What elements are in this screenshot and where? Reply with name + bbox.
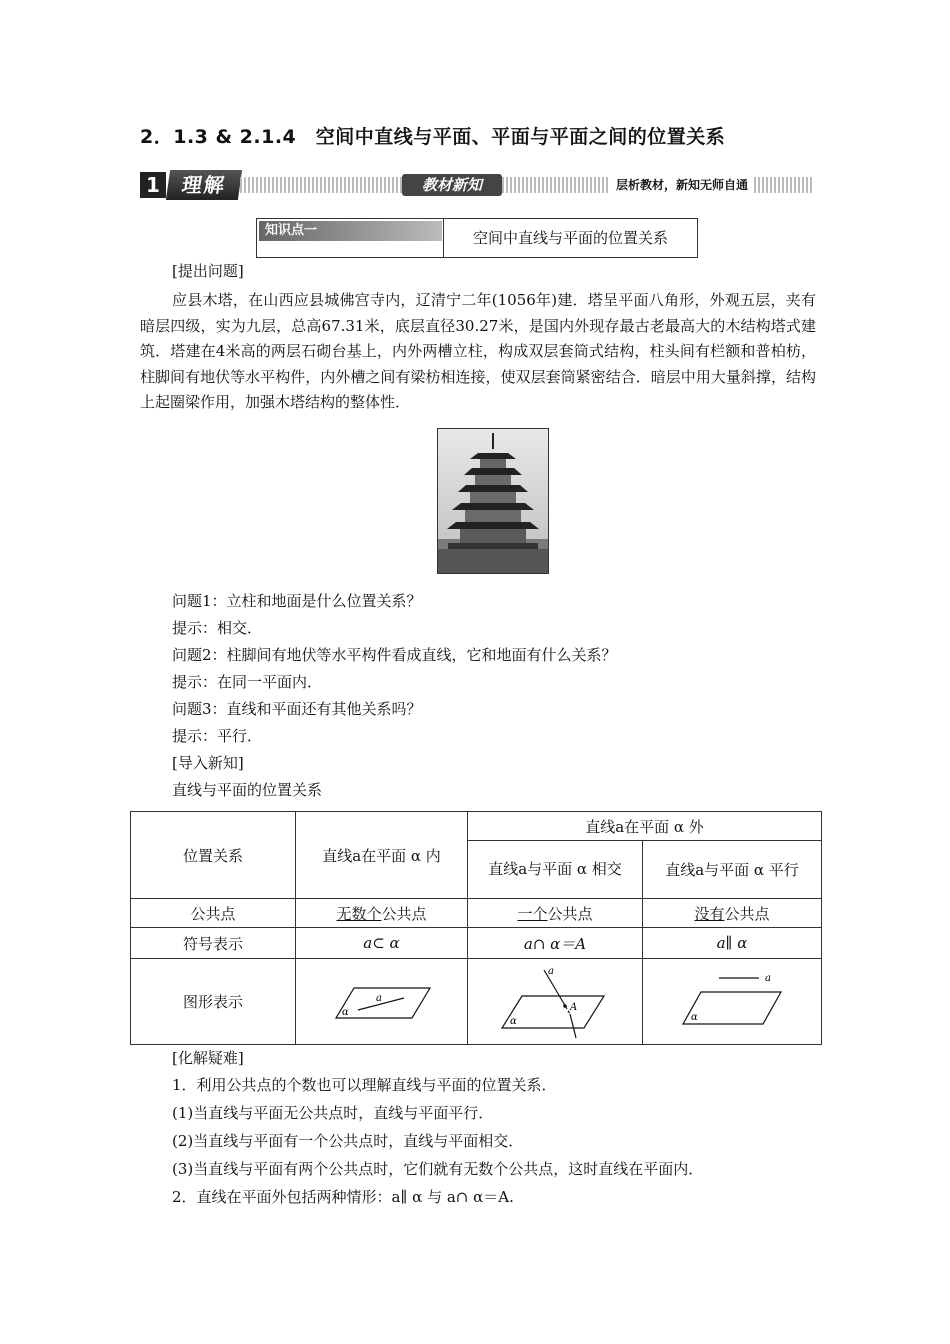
header-intersect-text: 直线a与平面 α 相交 — [488, 860, 622, 878]
common-parallel-suffix: 公共点 — [724, 904, 770, 923]
symbol-parallel: a∥ α — [643, 928, 822, 959]
pagoda-photo — [437, 428, 549, 574]
knowledge-point-label: 知识点一 — [259, 221, 442, 241]
common-intersect — [468, 899, 643, 928]
section-raise-heading: [提出问题] — [172, 262, 244, 280]
table-caption: 直线与平面的位置关系 — [172, 781, 323, 799]
figure-intersect — [468, 959, 643, 1045]
header-in-plane: 直线a在平面 α 内 — [296, 812, 468, 899]
figure-in-line-label: a — [375, 992, 382, 1004]
row-common-label: 公共点 — [131, 899, 296, 928]
common-intersect-suffix: 公共点 — [547, 904, 593, 923]
qa-line: 问题2：柱脚间有地伏等水平构件看成直线，它和地面有什么关系？ — [172, 646, 617, 664]
knowledge-point-box — [256, 218, 698, 258]
header-out-plane: 直线a在平面 α 外 — [468, 812, 822, 841]
knowledge-point-text: 空间中直线与平面的位置关系 — [472, 229, 668, 247]
note-line: 1．利用公共点的个数也可以理解直线与平面的位置关系． — [172, 1076, 557, 1094]
banner-sub-label: 教材新知 — [402, 174, 502, 196]
intro-paragraph: 应县木塔，在山西应县城佛宫寺内，辽清宁二年(1056年)建．塔呈平面八角形，外观五层，夹有暗层四级，实为九层，总高67.31米，底层直径30.27米，是国内外现存最古老最高大的木结构塔式建筑．塔建在4米高的两层石砌台基上，内外两槽立柱，构成双层套筒式结构，柱头间有栏额和普柏枋，柱脚间有地伏等水平构件，内外槽之间有梁枋相连接，使双层套筒紧密结合．暗层中用大量斜撑，结构上起圈梁作用，加强木塔结构的整体性． — [140, 291, 816, 412]
note-line: (1)当直线与平面无公共点时，直线与平面平行． — [172, 1104, 494, 1122]
symbol-intersect: a∩ α＝A — [468, 928, 643, 959]
figure-in — [296, 959, 468, 1045]
header-position: 位置关系 — [131, 812, 296, 899]
header-parallel: 直线a与平面 α 平行 — [643, 841, 822, 899]
qa-line: 提示：在同一平面内． — [172, 673, 323, 691]
figure-parallel-plane-label: α — [691, 1011, 698, 1023]
header-intersect — [468, 841, 643, 899]
figure-parallel-line-label: a — [765, 972, 771, 984]
figure-line-parallel-plane — [677, 972, 787, 1032]
qa-line: 提示：平行． — [172, 727, 263, 745]
figure-intersect-point-label: A — [570, 1001, 578, 1013]
qa-line: 问题3：直线和平面还有其他关系吗？ — [172, 700, 422, 718]
relation-table — [130, 811, 822, 1045]
common-parallel-count: 没有 — [694, 904, 725, 923]
note-line: (2)当直线与平面有一个公共点时，直线与平面相交． — [172, 1132, 524, 1150]
common-parallel — [643, 899, 822, 928]
note-line: 2．直线在平面外包括两种情形：a∥ α 与 a∩ α＝A. — [172, 1188, 514, 1206]
banner-slogan: 层析教材，新知无师自通 — [610, 176, 754, 194]
figure-parallel — [643, 959, 822, 1045]
common-in-count: 无数个 — [336, 904, 382, 923]
figure-line-intersect-plane — [500, 962, 610, 1042]
qa-line: 提示：相交． — [172, 619, 263, 637]
note-line: (3)当直线与平面有两个公共点时，它们就有无数个公共点，这时直线在平面内． — [172, 1160, 704, 1178]
common-in-suffix: 公共点 — [381, 904, 427, 923]
figure-in-plane-label: α — [341, 1006, 349, 1018]
qa-line: 问题1：立柱和地面是什么位置关系？ — [172, 592, 422, 610]
row-figure-label: 图形表示 — [131, 959, 296, 1045]
page-title: 2．1.3 & 2.1.4 空间中直线与平面、平面与平面之间的位置关系 — [140, 126, 726, 148]
banner-number: 1 — [140, 172, 166, 198]
banner-stripes-left — [240, 177, 402, 193]
section-new-heading: [导入新知] — [172, 754, 244, 772]
symbol-in: a⊂ α — [296, 928, 468, 959]
row-symbol-label: 符号表示 — [131, 928, 296, 959]
section-resolve-heading: [化解疑难] — [172, 1049, 244, 1067]
figure-intersect-line-label: a — [548, 965, 554, 977]
figure-line-in-plane — [332, 980, 432, 1024]
common-in — [296, 899, 468, 928]
banner-main-label: 理解 — [166, 170, 242, 200]
common-intersect-count: 一个 — [517, 904, 548, 923]
section-banner — [140, 170, 812, 200]
pagoda-image — [438, 429, 548, 573]
figure-intersect-plane-label: α — [510, 1015, 517, 1027]
